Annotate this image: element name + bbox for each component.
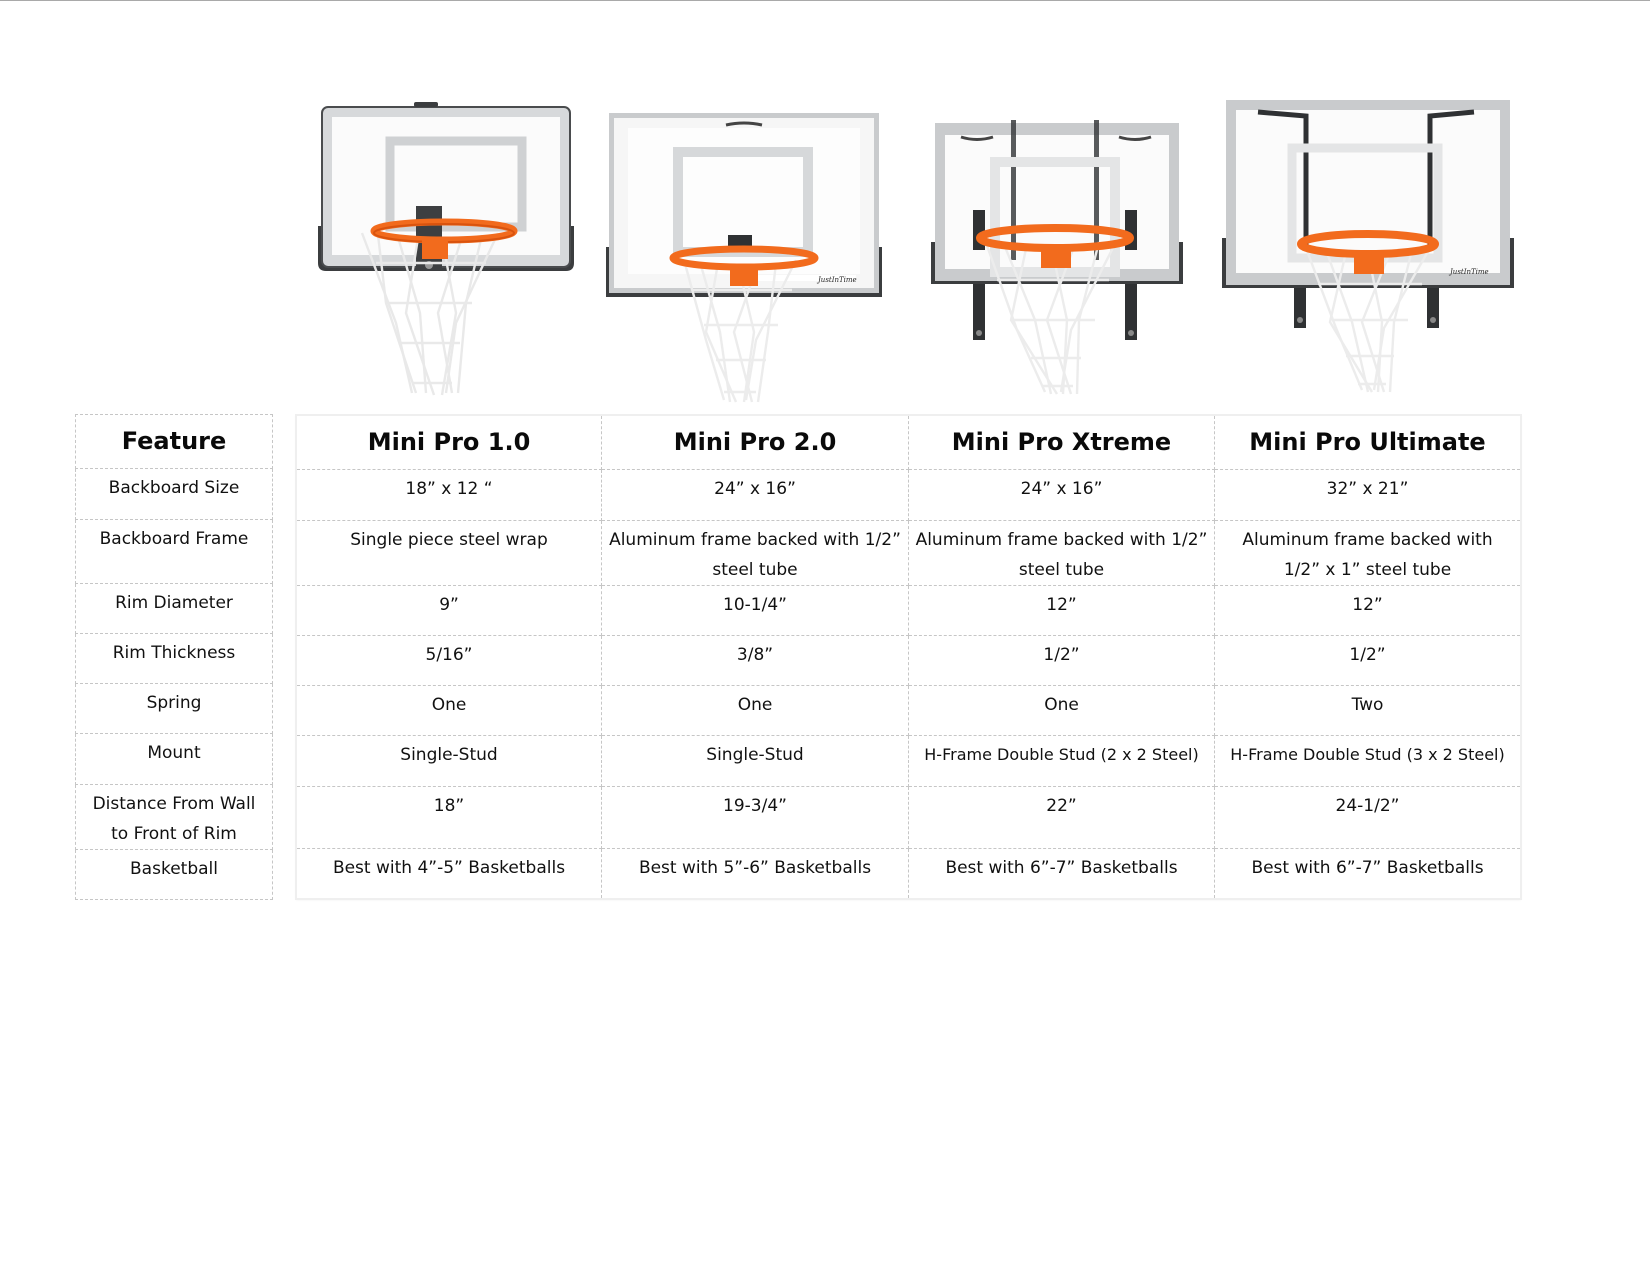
table-cell: Best with 6”-7” Basketballs bbox=[1215, 849, 1521, 899]
product-header-mini-pro-ultimate: Mini Pro Ultimate bbox=[1215, 416, 1521, 470]
feature-label-basketball: Basketball bbox=[76, 850, 273, 900]
table-cell: Aluminum frame backed with 1/2” steel tube bbox=[909, 521, 1215, 586]
table-row-rim-diameter bbox=[297, 586, 1521, 636]
mini-pro-ultimate-hoop-image bbox=[1222, 98, 1514, 398]
table-cell: 24-1/2” bbox=[1215, 787, 1521, 849]
mini-pro-2-0-hoop-image bbox=[606, 110, 882, 410]
table-cell: Aluminum frame backed with 1/2” steel tube bbox=[602, 521, 909, 586]
table-row-mount bbox=[297, 736, 1521, 787]
svg-text:JustInTime: JustInTime bbox=[818, 276, 857, 284]
table-cell: H-Frame Double Stud (2 x 2 Steel) bbox=[909, 736, 1215, 787]
table-cell: 12” bbox=[909, 586, 1215, 636]
feature-label-table bbox=[75, 414, 273, 900]
table-cell: 24” x 16” bbox=[602, 470, 909, 521]
table-row-distance-from-wall bbox=[297, 787, 1521, 849]
table-cell: Aluminum frame backed with 1/2” x 1” steel tube bbox=[1215, 521, 1521, 586]
feature-label-rim-diameter: Rim Diameter bbox=[76, 584, 273, 634]
table-cell: 19-3/4” bbox=[602, 787, 909, 849]
feature-label-backboard-size: Backboard Size bbox=[76, 469, 273, 520]
table-cell: Best with 4”-5” Basketballs bbox=[297, 849, 602, 899]
table-cell: One bbox=[909, 686, 1215, 736]
table-cell: 5/16” bbox=[297, 636, 602, 686]
table-row-rim-thickness bbox=[297, 636, 1521, 686]
product-header-mini-pro-1-0: Mini Pro 1.0 bbox=[297, 416, 602, 470]
table-cell: 18” bbox=[297, 787, 602, 849]
product-header-row bbox=[297, 416, 1521, 470]
table-cell: 10-1/4” bbox=[602, 586, 909, 636]
feature-label-distance-from-wall: Distance From Wall to Front of Rim bbox=[76, 785, 273, 850]
table-cell: 9” bbox=[297, 586, 602, 636]
table-cell: 22” bbox=[909, 787, 1215, 849]
table-cell: Two bbox=[1215, 686, 1521, 736]
table-cell: H-Frame Double Stud (3 x 2 Steel) bbox=[1215, 736, 1521, 787]
feature-label-spring: Spring bbox=[76, 684, 273, 734]
table-cell: 18” x 12 “ bbox=[297, 470, 602, 521]
table-cell: Single-Stud bbox=[602, 736, 909, 787]
table-row-backboard-size bbox=[297, 470, 1521, 521]
product-header-mini-pro-xtreme: Mini Pro Xtreme bbox=[909, 416, 1215, 470]
table-cell: Best with 5”-6” Basketballs bbox=[602, 849, 909, 899]
page-top-rule bbox=[0, 0, 1650, 1]
table-cell: 32” x 21” bbox=[1215, 470, 1521, 521]
table-row-basketball bbox=[297, 849, 1521, 899]
feature-label-mount: Mount bbox=[76, 734, 273, 785]
feature-header: Feature bbox=[76, 415, 273, 469]
mini-pro-xtreme-hoop-image bbox=[931, 120, 1183, 410]
feature-label-rim-thickness: Rim Thickness bbox=[76, 634, 273, 684]
product-comparison-table bbox=[296, 415, 1521, 899]
table-cell: 24” x 16” bbox=[909, 470, 1215, 521]
mini-pro-1-0-hoop-image bbox=[316, 103, 576, 403]
svg-text:JustInTime: JustInTime bbox=[1450, 268, 1489, 276]
table-cell: 12” bbox=[1215, 586, 1521, 636]
table-row-spring bbox=[297, 686, 1521, 736]
table-cell: Single-Stud bbox=[297, 736, 602, 787]
product-header-mini-pro-2-0: Mini Pro 2.0 bbox=[602, 416, 909, 470]
table-cell: Single piece steel wrap bbox=[297, 521, 602, 586]
table-cell: One bbox=[297, 686, 602, 736]
table-cell: 1/2” bbox=[1215, 636, 1521, 686]
feature-label-backboard-frame: Backboard Frame bbox=[76, 520, 273, 584]
table-cell: 1/2” bbox=[909, 636, 1215, 686]
table-cell: Best with 6”-7” Basketballs bbox=[909, 849, 1215, 899]
table-row-backboard-frame bbox=[297, 521, 1521, 586]
table-cell: One bbox=[602, 686, 909, 736]
table-cell: 3/8” bbox=[602, 636, 909, 686]
